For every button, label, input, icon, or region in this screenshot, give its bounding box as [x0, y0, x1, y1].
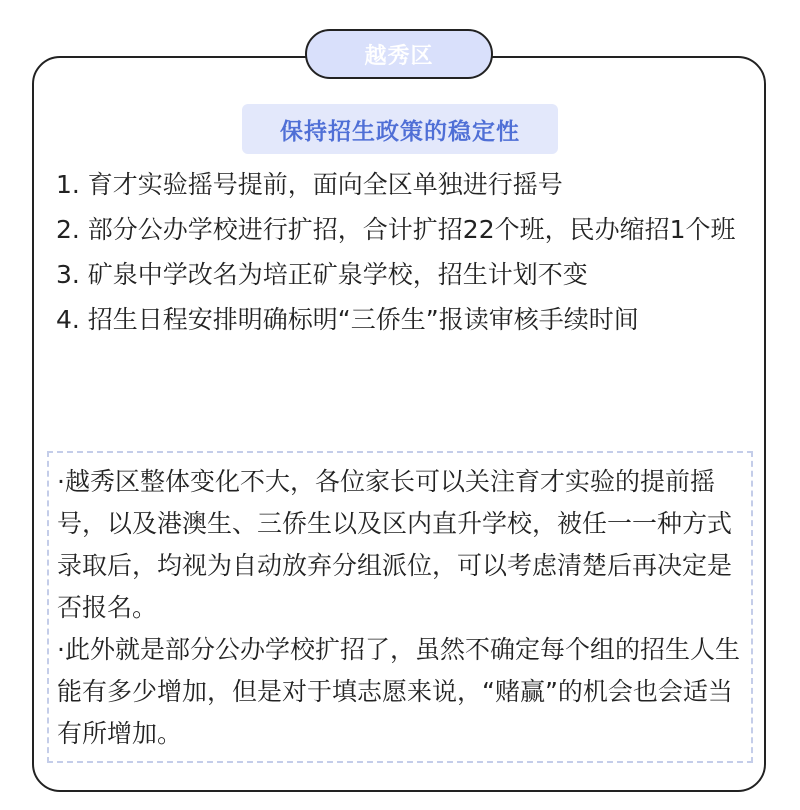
note-paragraph-2: ·此外就是部分公办学校扩招了，虽然不确定每个组的招生人生能有多少增加，但是对于填志愿来说，“赌赢”的机会也会适当有所增加。: [57, 635, 740, 748]
district-label: 越秀区: [364, 43, 434, 69]
note-paragraph-1: ·越秀区整体变化不大，各位家长可以关注育才实验的提前摇号，以及港澳生、三侨生以及区内直升学校，被任一一种方式录取后，均视为自动放弃分组派位，可以考虑清楚后再决定是否报名。: [57, 467, 733, 622]
section-title-banner: [242, 104, 558, 154]
policy-item-3: 3. 矿泉中学改名为培正矿泉学校，招生计划不变: [56, 260, 588, 289]
district-tab: [305, 29, 493, 79]
policy-item-1: 1. 育才实验摇号提前，面向全区单独进行摇号: [56, 170, 563, 199]
section-title: 保持招生政策的稳定性: [280, 118, 520, 145]
policy-list: [56, 162, 746, 342]
policy-item-4: 4. 招生日程安排明确标明“三侨生”报读审核手续时间: [56, 305, 639, 334]
policy-item-2: 2. 部分公办学校进行扩招，合计扩招22个班，民办缩招1个班: [56, 215, 736, 244]
note-box: [47, 451, 753, 763]
